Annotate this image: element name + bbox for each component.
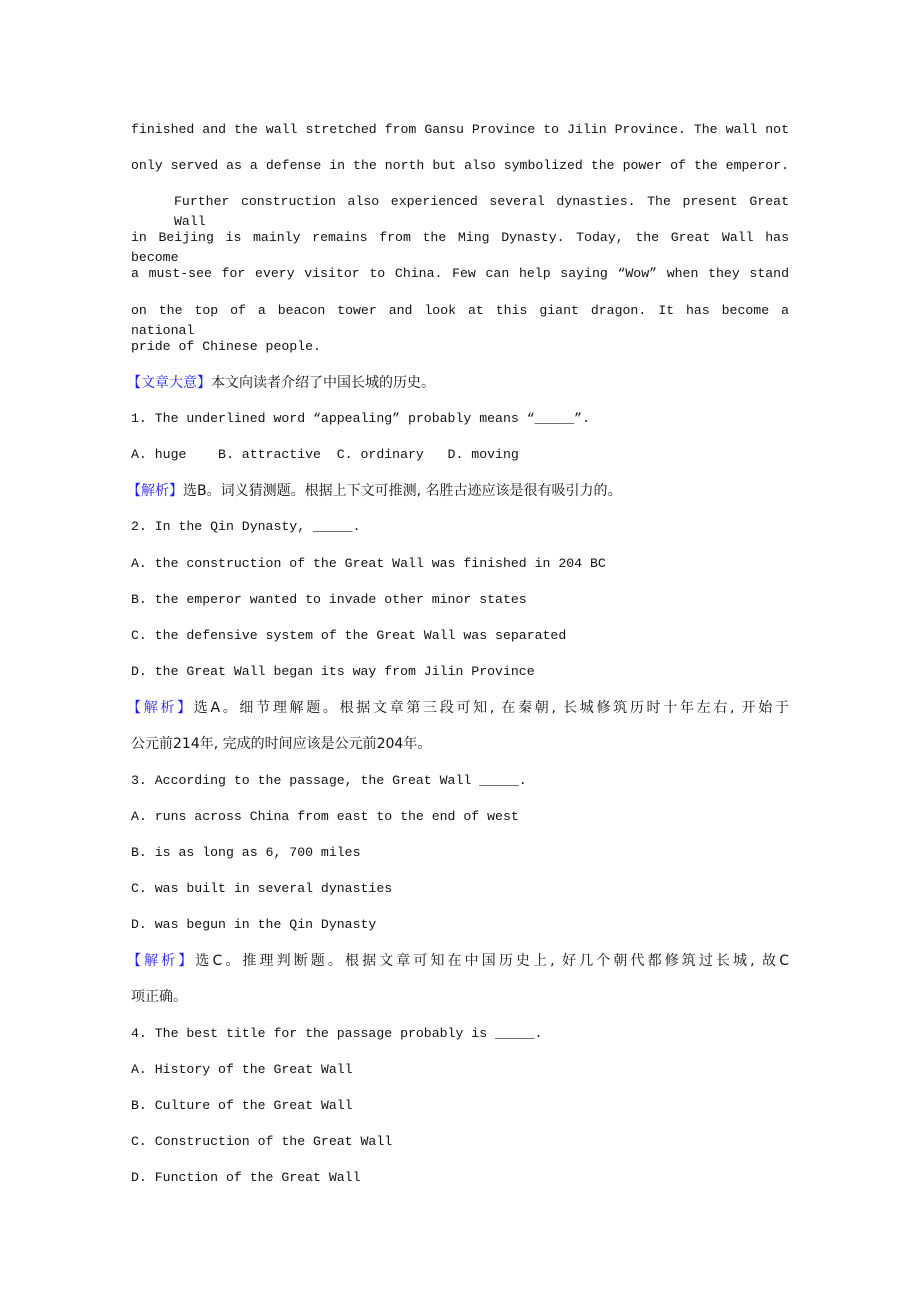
passage-line: in Beijing is mainly remains from the Ming Dynasty. Today, the Great Wall has become bbox=[131, 230, 789, 265]
analysis-continued: 项正确。 bbox=[131, 989, 187, 1005]
question-stem: 1. The underlined word “appealing” probably means “_____”. bbox=[131, 411, 590, 426]
question-stem: 4. The best title for the passage probably is _____. bbox=[131, 1026, 543, 1041]
analysis bbox=[127, 951, 789, 971]
passage-line: finished and the wall stretched from Gansu Province to Jilin Province. The wall not bbox=[131, 122, 789, 137]
analysis-continued: 公元前214年, 完成的时间应该是公元前204年。 bbox=[131, 736, 432, 752]
analysis-label: 【解析】 bbox=[127, 483, 183, 499]
question-stem: 2. In the Qin Dynasty, _____. bbox=[131, 519, 361, 534]
option: C. the defensive system of the Great Wall was separated bbox=[131, 628, 567, 643]
passage-line: only served as a defense in the north but also symbolized the power of the emperor. bbox=[131, 158, 789, 173]
summary-text: 本文向读者介绍了中国长城的历史。 bbox=[211, 375, 435, 391]
question-options: A. huge B. attractive C. ordinary D. moving bbox=[131, 447, 519, 462]
option: A. History of the Great Wall bbox=[131, 1062, 353, 1077]
passage-line: on the top of a beacon tower and look at this giant dragon. It has become a national bbox=[131, 303, 789, 338]
analysis-label: 【解析】 bbox=[127, 953, 196, 969]
option: C. was built in several dynasties bbox=[131, 881, 393, 896]
option: A. runs across China from east to the end of west bbox=[131, 809, 519, 824]
option: B. Culture of the Great Wall bbox=[131, 1098, 353, 1113]
question-stem: 3. According to the passage, the Great Wall _____. bbox=[131, 773, 527, 788]
option: B. is as long as 6, 700 miles bbox=[131, 845, 361, 860]
passage-line: pride of Chinese people. bbox=[131, 339, 321, 354]
option: D. the Great Wall began its way from Jilin Province bbox=[131, 664, 535, 679]
summary bbox=[127, 373, 789, 393]
option: D. was begun in the Qin Dynasty bbox=[131, 917, 377, 932]
summary-label: 【文章大意】 bbox=[127, 375, 211, 391]
analysis-text: 选B。词义猜测题。根据上下文可推测, 名胜古迹应该是很有吸引力的。 bbox=[183, 483, 622, 499]
passage-line: Further construction also experienced several dynasties. The present Great Wall bbox=[174, 194, 789, 229]
analysis-label: 【解析】 bbox=[127, 700, 194, 716]
analysis-text: 选C。推理判断题。根据文章可知在中国历史上, 好几个朝代都修筑过长城, 故C bbox=[195, 953, 789, 969]
option: D. Function of the Great Wall bbox=[131, 1170, 361, 1185]
passage-line: a must-see for every visitor to China. Few can help saying “Wow” when they stand bbox=[131, 266, 789, 281]
analysis bbox=[127, 698, 790, 718]
option: C. Construction of the Great Wall bbox=[131, 1134, 393, 1149]
option: B. the emperor wanted to invade other minor states bbox=[131, 592, 527, 607]
analysis-text: 选A。细节理解题。根据文章第三段可知, 在秦朝, 长城修筑历时十年左右, 开始于 bbox=[193, 700, 790, 716]
option: A. the construction of the Great Wall was finished in 204 BC bbox=[131, 556, 606, 571]
analysis bbox=[127, 481, 789, 501]
